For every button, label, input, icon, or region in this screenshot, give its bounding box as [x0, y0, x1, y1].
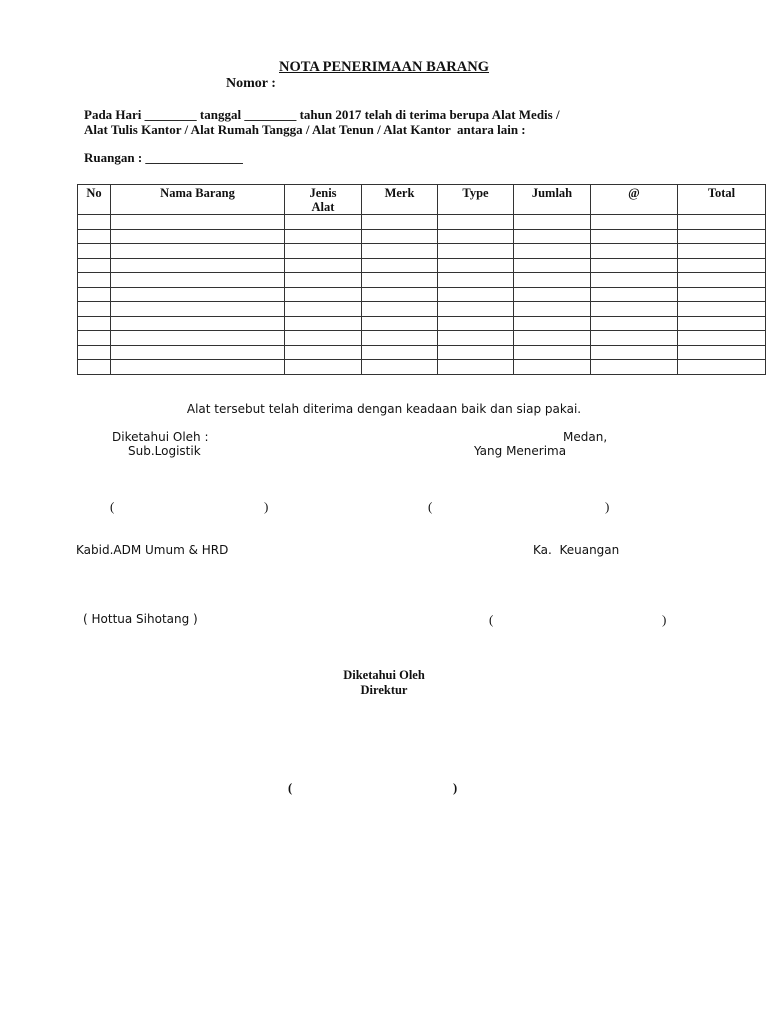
table-cell	[362, 316, 438, 331]
table-cell	[78, 273, 111, 288]
table-cell	[514, 258, 591, 273]
diketahui-oleh-label: Diketahui Oleh :	[112, 430, 209, 444]
table-cell	[514, 229, 591, 244]
table-cell	[285, 229, 362, 244]
header-merk: Merk	[362, 185, 438, 215]
table-cell	[438, 287, 514, 302]
table-cell	[285, 360, 362, 375]
table-row	[78, 258, 766, 273]
diketahui-oleh-bottom: Diketahui Oleh	[343, 668, 425, 682]
table-cell	[362, 273, 438, 288]
table-cell	[591, 229, 678, 244]
table-cell	[514, 360, 591, 375]
nomor-label: Nomor :	[226, 76, 276, 91]
table-cell	[111, 331, 285, 346]
table-cell	[362, 287, 438, 302]
table-cell	[78, 258, 111, 273]
table-cell	[438, 360, 514, 375]
table-cell	[111, 345, 285, 360]
table-cell	[591, 273, 678, 288]
header-jenis-alat	[285, 185, 362, 215]
table-cell	[285, 287, 362, 302]
header-total: Total	[678, 185, 766, 215]
table-cell	[591, 244, 678, 259]
table-cell	[438, 316, 514, 331]
kabid-adm-label: Kabid.ADM Umum & HRD	[76, 543, 229, 557]
table-cell	[591, 302, 678, 317]
table-cell	[438, 331, 514, 346]
table-cell	[591, 360, 678, 375]
table-cell	[591, 287, 678, 302]
ka-keuangan-label: Ka. Keuangan	[533, 543, 620, 557]
table-cell	[514, 345, 591, 360]
table-cell	[78, 215, 111, 230]
table-cell	[111, 273, 285, 288]
table-cell	[438, 215, 514, 230]
table-cell	[362, 258, 438, 273]
sig-direktur-close-paren: )	[453, 781, 458, 795]
table-cell	[591, 345, 678, 360]
table-cell	[78, 229, 111, 244]
table-cell	[438, 258, 514, 273]
table-cell	[438, 345, 514, 360]
table-cell	[362, 215, 438, 230]
table-row	[78, 244, 766, 259]
table-cell	[514, 331, 591, 346]
sig-left-open-paren: (	[110, 499, 115, 514]
table-cell	[111, 215, 285, 230]
table-cell	[678, 302, 766, 317]
table-row	[78, 331, 766, 346]
table-cell	[438, 244, 514, 259]
table-cell	[111, 360, 285, 375]
table-cell	[591, 258, 678, 273]
table-cell	[591, 316, 678, 331]
intro-line-2: Alat Tulis Kantor / Alat Rumah Tangga / Alat Tenun / Alat Kantor antara lain :	[84, 122, 526, 137]
table-row	[78, 316, 766, 331]
table-cell	[678, 360, 766, 375]
table-cell	[78, 287, 111, 302]
table-cell	[78, 345, 111, 360]
table-cell	[362, 302, 438, 317]
table-cell	[678, 331, 766, 346]
statement-text: Alat tersebut telah diterima dengan keadaan baik dan siap pakai.	[186, 402, 582, 416]
header-at: @	[591, 185, 678, 215]
table-cell	[678, 316, 766, 331]
table-row	[78, 229, 766, 244]
table-cell	[111, 258, 285, 273]
header-type: Type	[438, 185, 514, 215]
table-cell	[678, 258, 766, 273]
medan-label: Medan,	[563, 430, 608, 444]
header-nama-barang: Nama Barang	[111, 185, 285, 215]
header-no: No	[78, 185, 111, 215]
sig-direktur-open-paren: (	[288, 781, 293, 795]
table-row	[78, 360, 766, 375]
intro-line-1: Pada Hari ________ tanggal ________ tahun 2017 telah di terima berupa Alat Medis /	[84, 107, 560, 122]
table-cell	[591, 331, 678, 346]
table-cell	[362, 331, 438, 346]
table-cell	[591, 215, 678, 230]
table-header-row	[78, 185, 766, 215]
table-cell	[678, 244, 766, 259]
table-cell	[78, 331, 111, 346]
table-cell	[678, 345, 766, 360]
table-cell	[111, 302, 285, 317]
table-cell	[285, 273, 362, 288]
sig-right-close-paren: )	[605, 499, 610, 514]
table-cell	[285, 345, 362, 360]
table-cell	[514, 273, 591, 288]
sig-right-open-paren: (	[428, 499, 433, 514]
table-cell	[111, 287, 285, 302]
header-jumlah: Jumlah	[514, 185, 591, 215]
table-row	[78, 273, 766, 288]
table-cell	[285, 215, 362, 230]
table-cell	[78, 316, 111, 331]
table-cell	[285, 258, 362, 273]
table-cell	[285, 244, 362, 259]
table-cell	[514, 302, 591, 317]
table-cell	[362, 360, 438, 375]
table-cell	[362, 229, 438, 244]
table-cell	[111, 244, 285, 259]
table-cell	[78, 302, 111, 317]
hottua-sihotang-name: ( Hottua Sihotang )	[83, 612, 198, 626]
table-row	[78, 302, 766, 317]
table-cell	[514, 287, 591, 302]
table-cell	[285, 302, 362, 317]
table-row	[78, 345, 766, 360]
table-cell	[285, 331, 362, 346]
table-cell	[362, 244, 438, 259]
document-title: NOTA PENERIMAAN BARANG	[279, 59, 489, 75]
table-cell	[678, 215, 766, 230]
table-cell	[438, 273, 514, 288]
ruangan-label: Ruangan : _______________	[84, 150, 243, 165]
table-cell	[514, 215, 591, 230]
table-cell	[514, 244, 591, 259]
yang-menerima-label: Yang Menerima	[474, 444, 567, 458]
table-cell	[78, 360, 111, 375]
table-cell	[111, 229, 285, 244]
table-cell	[78, 244, 111, 259]
table-row	[78, 287, 766, 302]
sub-logistik-label: Sub.Logistik	[128, 444, 201, 458]
header-jenis-alat-text: Jenis Alat	[309, 186, 337, 214]
direktur-label: Direktur	[360, 683, 408, 697]
table-cell	[678, 273, 766, 288]
table-row	[78, 215, 766, 230]
sig-keuangan-open-paren: (	[489, 612, 494, 627]
sig-keuangan-close-paren: )	[662, 612, 667, 627]
sig-left-close-paren: )	[264, 499, 269, 514]
table-cell	[362, 345, 438, 360]
table-cell	[514, 316, 591, 331]
table-cell	[678, 287, 766, 302]
table-cell	[438, 302, 514, 317]
items-table	[77, 184, 766, 375]
table-cell	[111, 316, 285, 331]
table-cell	[678, 229, 766, 244]
table-cell	[438, 229, 514, 244]
table-cell	[285, 316, 362, 331]
